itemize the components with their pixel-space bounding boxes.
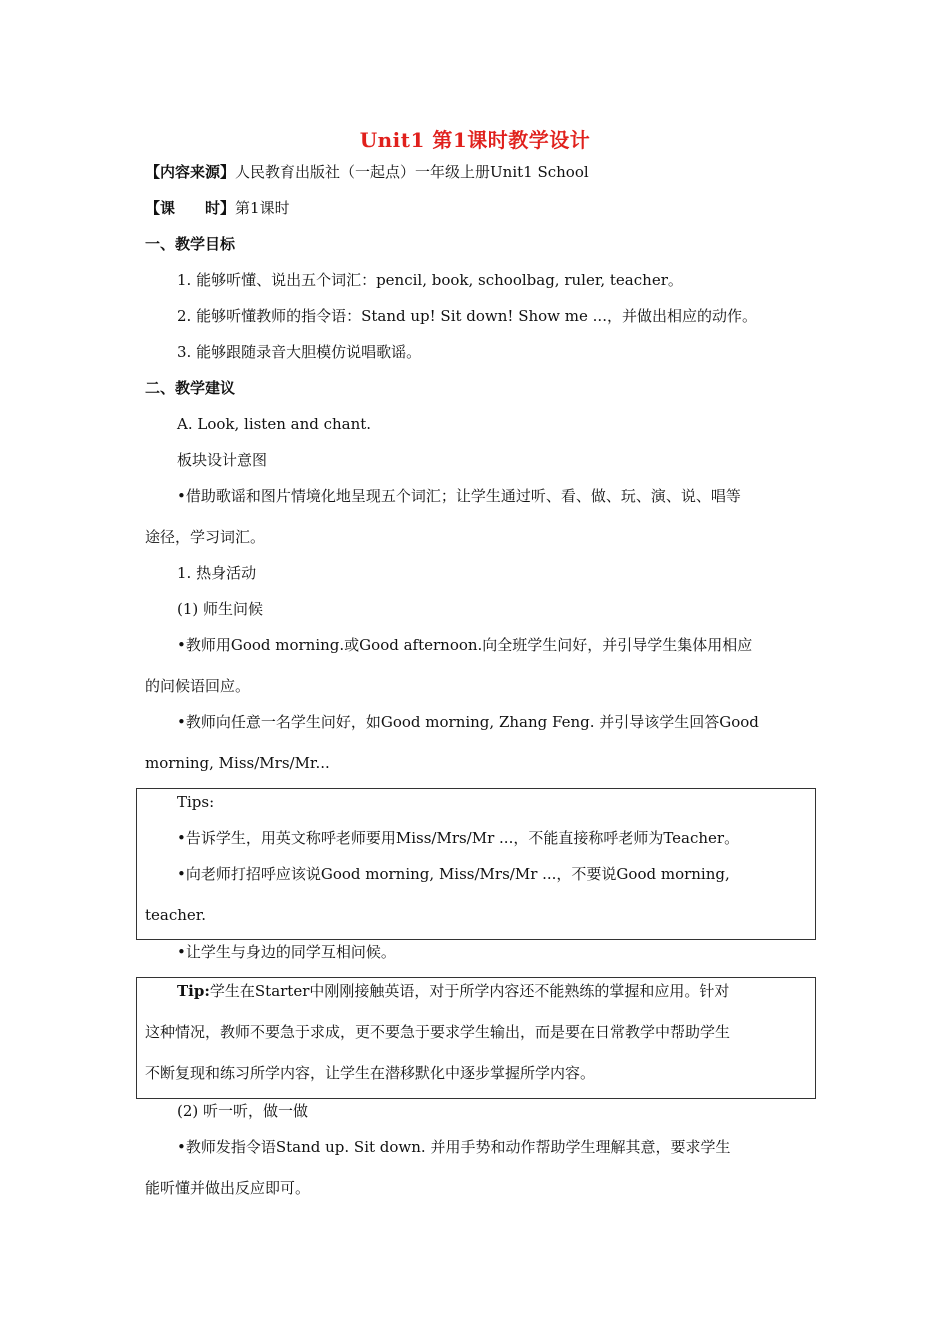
tip-line-3: 不断复现和练习所学内容，让学生在潜移默化中逐步掌握所学内容。 (145, 1064, 596, 1082)
greeting-para-3: •让学生与身边的同学互相问候。 (177, 943, 396, 961)
tip-box (136, 977, 816, 1099)
period-label-b: 时】 (205, 199, 236, 217)
period-label-a: 【课 (145, 199, 176, 217)
tips-line-1: •告诉学生，用英文称呼老师要用Miss/Mrs/Mr ...，不能直接称呼老师为Teacher。 (177, 829, 740, 847)
tip-line-1-text: 学生在Starter中刚刚接触英语，对于所学内容还不能熟练的掌握和应用。针对 (209, 982, 730, 1000)
warmup-heading: 1. 热身活动 (177, 564, 257, 582)
document-title: Unit1 第1课时教学设计 (359, 128, 591, 152)
design-intent-line-1: •借助歌谣和图片情境化地呈现五个词汇；让学生通过听、看、做、玩、演、说、唱等 (177, 487, 741, 505)
command-para-line-2: 能听懂并做出反应即可。 (145, 1179, 311, 1197)
design-intent-line-2: 途径，学习词汇。 (145, 528, 266, 546)
step1-heading: (1) 师生问候 (177, 600, 264, 618)
design-intent-label: 板块设计意图 (177, 451, 268, 469)
section2-heading: 二、教学建议 (145, 379, 236, 397)
section1-heading: 一、教学目标 (145, 235, 236, 253)
objective-item-1: 1. 能够听懂、说出五个词汇：pencil, book, schoolbag, ruler, teacher。 (177, 271, 683, 289)
tip-label: Tip: (177, 982, 210, 1000)
source-label: 【内容来源】 (145, 163, 236, 181)
tip-line-1 (177, 980, 729, 1002)
subsection-a-heading: A. Look, listen and chant. (177, 415, 372, 433)
tips-line-2: •向老师打招呼应该说Good morning, Miss/Mrs/Mr ...，不要说Good morning, (177, 865, 730, 883)
tips-label: Tips: (177, 793, 215, 811)
period-line (145, 197, 290, 219)
greeting-para-2-line-2: morning, Miss/Mrs/Mr... (145, 754, 330, 772)
period-value: 第1课时 (235, 199, 290, 217)
greeting-para-1-line-1: •教师用Good morning.或Good afternoon.向全班学生问好，并引导学生集体用相应 (177, 636, 753, 654)
objective-item-3: 3. 能够跟随录音大胆模仿说唱歌谣。 (177, 343, 422, 361)
tips-line-3: teacher. (145, 906, 207, 924)
greeting-para-1-line-2: 的问候语回应。 (145, 677, 251, 695)
source-value: 人民教育出版社（一起点）一年级上册Unit1 School (235, 163, 589, 181)
step2-heading: (2) 听一听，做一做 (177, 1102, 309, 1120)
command-para-line-1: •教师发指令语Stand up. Sit down. 并用手势和动作帮助学生理解其意，要求学生 (177, 1138, 731, 1156)
tips-box (136, 788, 816, 940)
objective-item-2: 2. 能够听懂教师的指令语：Stand up! Sit down! Show me ...，并做出相应的动作。 (177, 307, 757, 325)
greeting-para-2-line-1: •教师向任意一名学生问好，如Good morning, Zhang Feng. 并引导该学生回答Good (177, 713, 759, 731)
source-line (145, 161, 589, 183)
tip-line-2: 这种情况，教师不要急于求成，更不要急于要求学生输出，而是要在日常教学中帮助学生 (145, 1023, 731, 1041)
